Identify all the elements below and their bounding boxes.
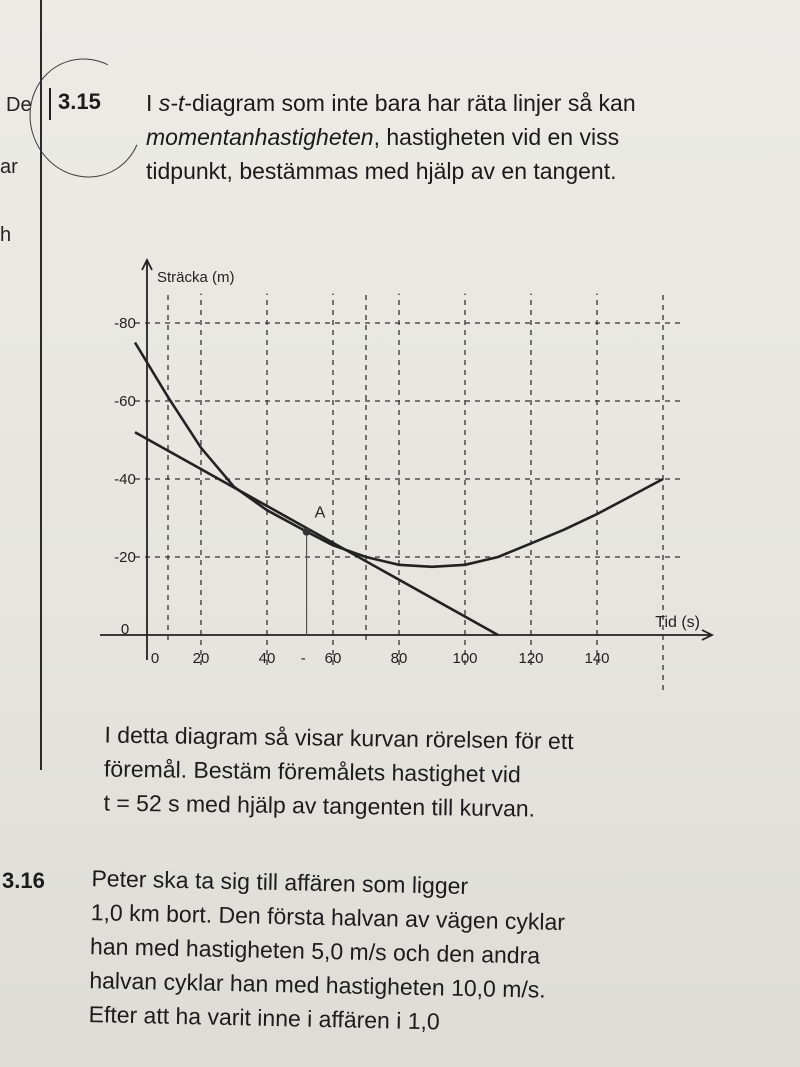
x-tick-label: 40 xyxy=(258,650,276,667)
p316-line-2: 1,0 km bort. Den första halvan av vägen cyklar xyxy=(90,899,566,936)
problem-316-number: 3.16 xyxy=(2,868,45,893)
x-axis-label: Tid (s) xyxy=(655,614,700,631)
y-tick-label: -80 xyxy=(114,315,136,332)
margin-text-top: De xyxy=(6,94,32,116)
question-line-1: I detta diagram så visar kurvan rörelsen för ett xyxy=(104,721,574,755)
x-tick-marker: - xyxy=(300,650,306,667)
problem-315-question xyxy=(103,718,744,829)
y-tick-label: 0 xyxy=(120,621,130,638)
p316-line-4: halvan cyklar han med hastigheten 10,0 m/s. xyxy=(89,967,546,1003)
problem-315-intro xyxy=(146,86,636,188)
x-tick-label: 80 xyxy=(390,650,408,667)
problem-315-number: 3.15 xyxy=(58,89,101,114)
question-line-2: föremål. Bestäm föremålets hastighet vid xyxy=(103,755,521,788)
x-tick-label: 60 xyxy=(324,650,342,667)
x-tick-label: 20 xyxy=(192,650,210,667)
x-tick-label: 120 xyxy=(518,650,544,667)
y-tick-label: -40 xyxy=(114,471,136,488)
number-divider xyxy=(49,88,51,120)
point-a-label: A xyxy=(314,504,326,522)
intro-line-1: I s-t-diagram som inte bara har räta linjer så kan xyxy=(146,90,636,116)
question-line-3: t = 52 s med hjälp av tangenten till kurvan. xyxy=(103,789,536,822)
x-tick-label: 0 xyxy=(150,650,160,667)
p316-line-1: Peter ska ta sig till affären som ligger xyxy=(91,865,469,899)
tangent-line xyxy=(135,432,498,635)
point-a-marker xyxy=(303,528,311,536)
y-tick-label: -60 xyxy=(114,393,136,410)
x-tick-label: 100 xyxy=(452,650,478,667)
y-axis-label: Sträcka (m) xyxy=(157,269,235,286)
handwritten-circle-mark xyxy=(13,42,159,193)
x-tick-label: 140 xyxy=(584,650,610,667)
margin-text-mid: ar xyxy=(0,156,18,178)
problem-316-text xyxy=(88,861,751,1045)
y-tick-label: -20 xyxy=(114,549,136,566)
margin-text-low: h xyxy=(0,224,12,246)
p316-line-3: han med hastigheten 5,0 m/s och den andra xyxy=(89,933,541,969)
intro-line-2: momentanhastigheten, hastigheten vid en viss xyxy=(146,124,620,150)
p316-line-5: Efter att ha varit inne i affären i 1,0 xyxy=(88,1001,441,1035)
st-chart xyxy=(95,250,700,700)
intro-line-3: tidpunkt, bestämmas med hjälp av en tangent. xyxy=(146,158,617,184)
